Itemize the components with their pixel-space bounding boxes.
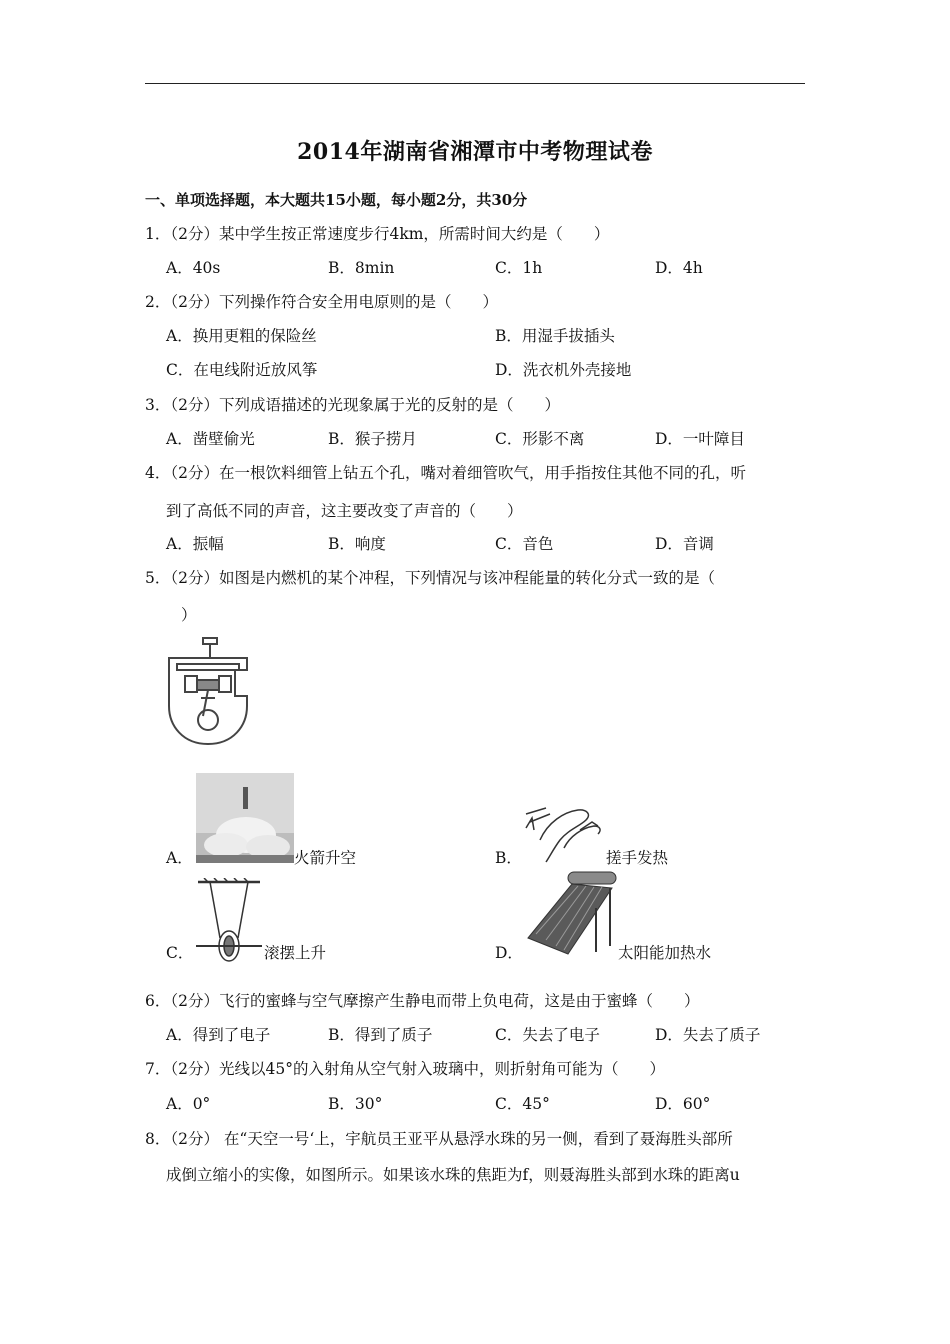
q5-option-a-label[interactable]: 火箭升空: [294, 849, 357, 867]
question-2-stem: 2．（2分）下列操作符合安全用电原则的是（ ）: [145, 293, 498, 311]
question-4-stem-line1: 4．（2分）在一根饮料细管上钻五个孔，嘴对着细管吹气，用手指按住其他不同的孔，听: [145, 464, 746, 482]
q3-option-c[interactable]: C．形影不离: [495, 430, 585, 448]
question-3-stem: 3．（2分）下列成语描述的光现象属于光的反射的是（ ）: [145, 396, 560, 414]
q5-option-b-label[interactable]: 搓手发热: [606, 849, 669, 867]
rolling-pendulum-image: [196, 878, 262, 962]
q4-option-c[interactable]: C．音色: [495, 535, 554, 553]
q4-option-a[interactable]: A．振幅: [166, 535, 224, 553]
page-title: 2014年湖南省湘潭市中考物理试卷: [297, 139, 653, 165]
question-1-stem: 1．（2分）某中学生按正常速度步行4km，所需时间大约是（ ）: [145, 225, 610, 243]
rocket-launch-image: [196, 773, 294, 863]
solar-water-heater-image: [524, 868, 618, 960]
q5-option-d-letter[interactable]: D．: [495, 944, 523, 962]
q6-option-b[interactable]: B．得到了质子: [328, 1026, 433, 1044]
q3-option-d[interactable]: D．一叶障目: [655, 430, 745, 448]
q1-option-c[interactable]: C．1h: [495, 259, 543, 277]
q2-option-b[interactable]: B．用湿手拔插头: [495, 327, 615, 345]
question-5-stem-line2: ）: [181, 606, 197, 624]
q7-option-c[interactable]: C．45°: [495, 1095, 550, 1113]
question-5-stem-line1: 5．（2分）如图是内燃机的某个冲程，下列情况与该冲程能量的转化分式一致的是（: [145, 569, 715, 587]
q6-option-c[interactable]: C．失去了电子: [495, 1026, 600, 1044]
question-7-stem: 7．（2分）光线以45°的入射角从空气射入玻璃中，则折射角可能为（ ）: [145, 1060, 665, 1078]
section-heading: 一、单项选择题，本大题共15小题，每小题2分，共30分: [145, 191, 528, 209]
q3-option-b[interactable]: B．猴子捞月: [328, 430, 417, 448]
q5-option-b-letter[interactable]: B．: [495, 849, 522, 867]
q4-option-d[interactable]: D．音调: [655, 535, 714, 553]
q6-option-a[interactable]: A．得到了电子: [166, 1026, 271, 1044]
q6-option-d[interactable]: D．失去了质子: [655, 1026, 761, 1044]
engine-stroke-diagram: [163, 636, 253, 750]
question-6-stem: 6．（2分）飞行的蜜蜂与空气摩擦产生静电而带上负电荷，这是由于蜜蜂（ ）: [145, 992, 700, 1010]
q3-option-a[interactable]: A．凿壁偷光: [166, 430, 255, 448]
question-8-stem-line1: 8．（2分） 在“天空一号‘上，宇航员王亚平从悬浮水珠的另一侧，看到了聂海胜头部所: [145, 1130, 733, 1148]
q7-option-b[interactable]: B．30°: [328, 1095, 383, 1113]
q7-option-a[interactable]: A．0°: [166, 1095, 211, 1113]
q2-option-d[interactable]: D．洗衣机外壳接地: [495, 361, 632, 379]
q1-option-d[interactable]: D．4h: [655, 259, 703, 277]
q4-option-b[interactable]: B．响度: [328, 535, 386, 553]
q5-option-c-letter[interactable]: C．: [166, 944, 194, 962]
q1-option-b[interactable]: B．8min: [328, 259, 395, 277]
question-4-stem-line2: 到了高低不同的声音，这主要改变了声音的（ ）: [166, 502, 523, 520]
q7-option-d[interactable]: D．60°: [655, 1095, 711, 1113]
header-rule: [145, 83, 805, 84]
q5-option-a-letter[interactable]: A．: [166, 849, 193, 867]
q1-option-a[interactable]: A．40s: [166, 259, 221, 277]
q2-option-a[interactable]: A．换用更粗的保险丝: [166, 327, 317, 345]
q2-option-c[interactable]: C．在电线附近放风筝: [166, 361, 318, 379]
q5-option-d-label[interactable]: 太阳能加热水: [618, 944, 712, 962]
rubbing-hands-image: [520, 800, 606, 866]
q5-option-c-label[interactable]: 滚摆上升: [264, 944, 327, 962]
question-8-stem-line2: 成倒立缩小的实像，如图所示。如果该水珠的焦距为f，则聂海胜头部到水珠的距离u: [166, 1166, 740, 1184]
